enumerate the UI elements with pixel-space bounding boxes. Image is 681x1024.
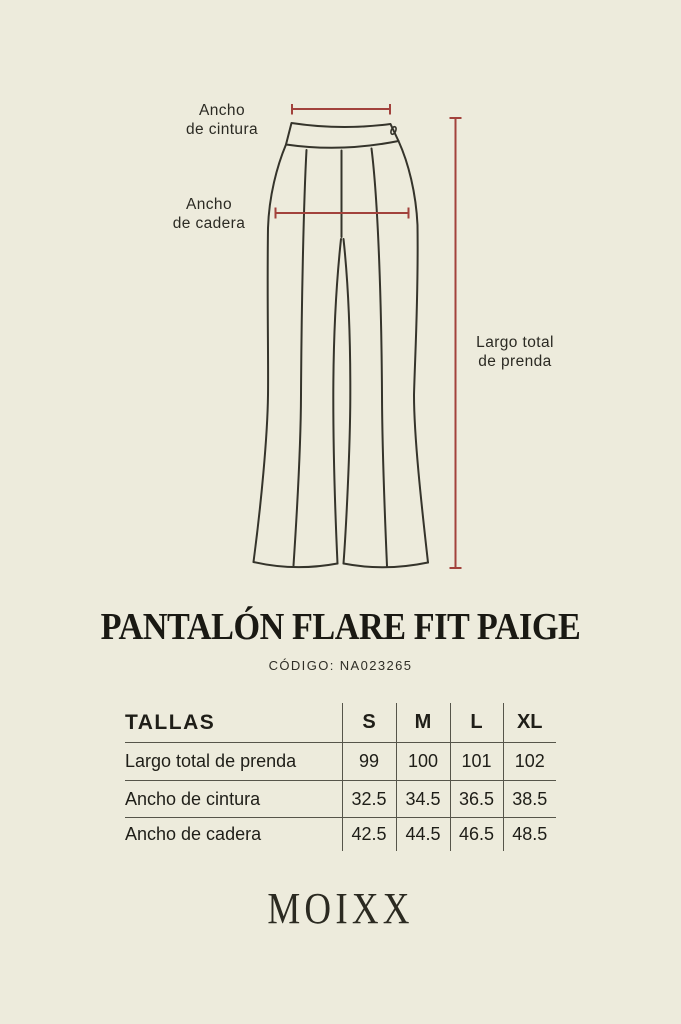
cell-value: 46.5 <box>450 818 503 852</box>
waist-width-label-line2: de cintura <box>185 121 259 138</box>
pants-left-hem <box>254 562 338 567</box>
cell-value: 48.5 <box>503 818 556 852</box>
table-row-total-length <box>125 743 556 781</box>
product-title: PANTALÓN FLARE FIT PAIGE <box>100 606 581 648</box>
pants-right-inner-seam <box>344 239 351 564</box>
waist-measure-line <box>292 104 390 115</box>
size-column-xl: XL <box>503 703 556 743</box>
row-label: Largo total de prenda <box>125 743 342 781</box>
pants-right-hem <box>344 563 429 568</box>
pants-right-outer-seam <box>399 141 429 563</box>
total-length-label-line2: de prenda <box>478 353 552 370</box>
cell-value: 102 <box>503 743 556 781</box>
size-column-s: S <box>342 703 396 743</box>
cell-value: 100 <box>396 743 450 781</box>
pants-left-inner-seam <box>333 239 341 564</box>
hip-width-label <box>134 195 284 233</box>
table-row-hip-width <box>125 818 556 852</box>
cell-value: 42.5 <box>342 818 396 852</box>
waist-width-label <box>147 101 297 139</box>
row-label: Ancho de cintura <box>125 781 342 818</box>
size-column-m: M <box>396 703 450 743</box>
hip-width-label-line2: de cadera <box>172 215 246 232</box>
brand-logo: MOIXX <box>267 884 414 933</box>
pants-right-crease <box>372 149 388 567</box>
cell-value: 99 <box>342 743 396 781</box>
cell-value: 38.5 <box>503 781 556 818</box>
waist-width-label-line1: Ancho <box>199 102 245 119</box>
cell-value: 34.5 <box>396 781 450 818</box>
product-code: CÓDIGO: NA023265 <box>268 658 413 673</box>
pants-illustration <box>254 123 429 567</box>
cell-value: 36.5 <box>450 781 503 818</box>
measure-lines <box>276 104 462 568</box>
size-table-header-row <box>125 703 556 743</box>
cell-value: 32.5 <box>342 781 396 818</box>
size-table <box>125 703 556 851</box>
total-length-label <box>440 333 590 371</box>
size-column-l: L <box>450 703 503 743</box>
row-label: Ancho de cadera <box>125 824 262 844</box>
cell-value: 101 <box>450 743 503 781</box>
hip-width-label-line1: Ancho <box>186 196 232 213</box>
cell-value: 44.5 <box>396 818 450 852</box>
total-length-label-line1: Largo total <box>476 334 554 351</box>
pants-waistband <box>286 123 399 148</box>
table-row-waist-width <box>125 781 556 818</box>
size-table-title: TALLAS <box>125 703 342 743</box>
